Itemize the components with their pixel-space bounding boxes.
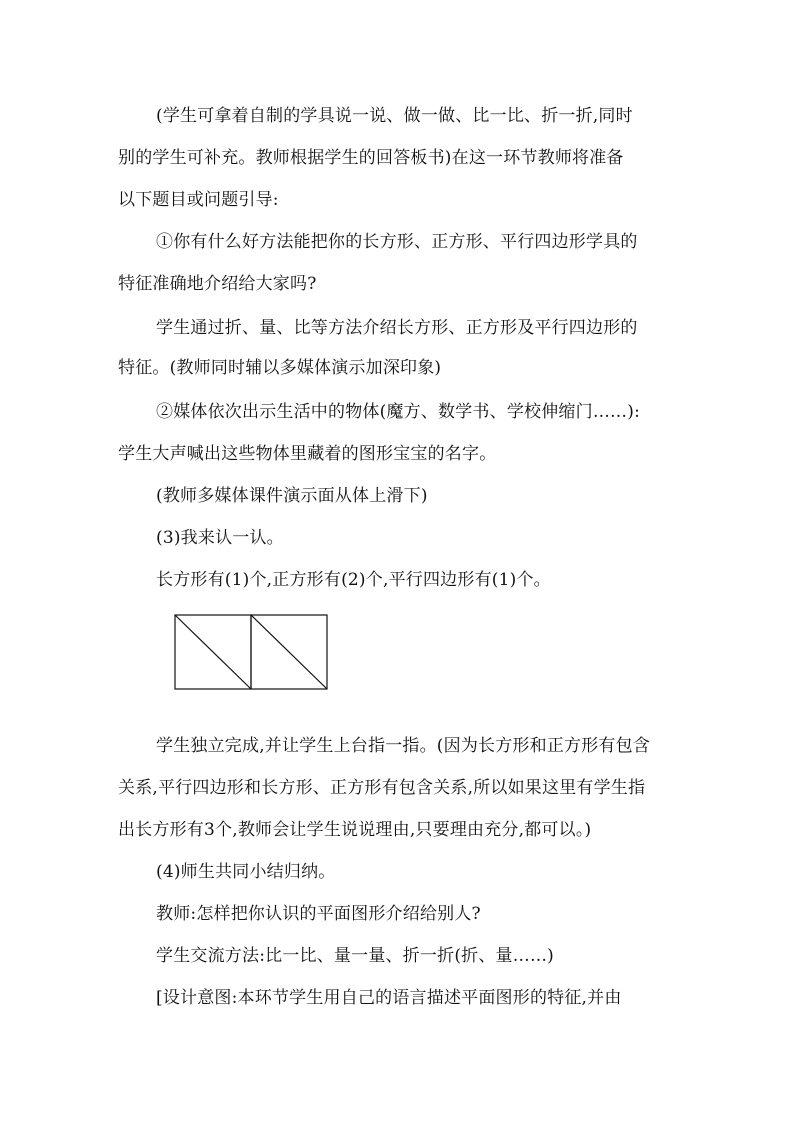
teacher-question-line: 教师:怎样把你认识的平面图形介绍给别人? (156, 904, 481, 924)
rectangle-diagram (174, 614, 328, 690)
question-2-line-1: ②媒体依次出示生活中的物体(魔方、数学书、学校伸缩门……): (156, 402, 640, 422)
text-line-2: 别的学生可补充。教师根据学生的回答板书)在这一环节教师将准备 (118, 148, 624, 168)
student-exchange-line: 学生交流方法:比一比、量一量、折一折(折、量……) (156, 946, 554, 966)
explanation-line-2: 关系,平行四边形和长方形、正方形有包含关系,所以如果这里有学生指 (118, 778, 646, 798)
student-method-line-1: 学生通过折、量、比等方法介绍长方形、正方形及平行四边形的 (156, 318, 638, 338)
design-intent-line: [设计意图:本环节学生用自己的语言描述平面图形的特征,并由 (156, 988, 622, 1008)
question-2-line-2: 学生大声喊出这些物体里藏着的图形宝宝的名字。 (118, 444, 497, 464)
right-diagonal (251, 615, 327, 689)
explanation-line-3: 出长方形有3个,教师会让学生说说理由,只要理由充分,都可以。) (118, 820, 592, 840)
explanation-line-1: 学生独立完成,并让学生上台指一指。(因为长方形和正方形有包含 (156, 736, 651, 756)
student-method-line-2: 特征。(教师同时辅以多媒体演示加深印象) (118, 358, 442, 378)
text-line-3: 以下题目或问题引导: (118, 190, 279, 210)
question-1-line-1: ①你有什么好方法能把你的长方形、正方形、平行四边形学具的 (156, 232, 638, 252)
question-1-line-2: 特征准确地介绍给大家吗? (118, 274, 317, 294)
shape-count-line: 长方形有(1)个,正方形有(2)个,平行四边形有(1)个。 (156, 570, 551, 590)
text-line-1: (学生可拿着自制的学具说一说、做一做、比一比、折一折,同时 (156, 106, 633, 126)
media-demo-line: (教师多媒体课件演示面从体上滑下) (156, 486, 428, 506)
section-3-heading: (3)我来认一认。 (156, 528, 284, 548)
section-4-heading: (4)师生共同小结归纳。 (156, 862, 336, 882)
left-diagonal (175, 615, 251, 689)
